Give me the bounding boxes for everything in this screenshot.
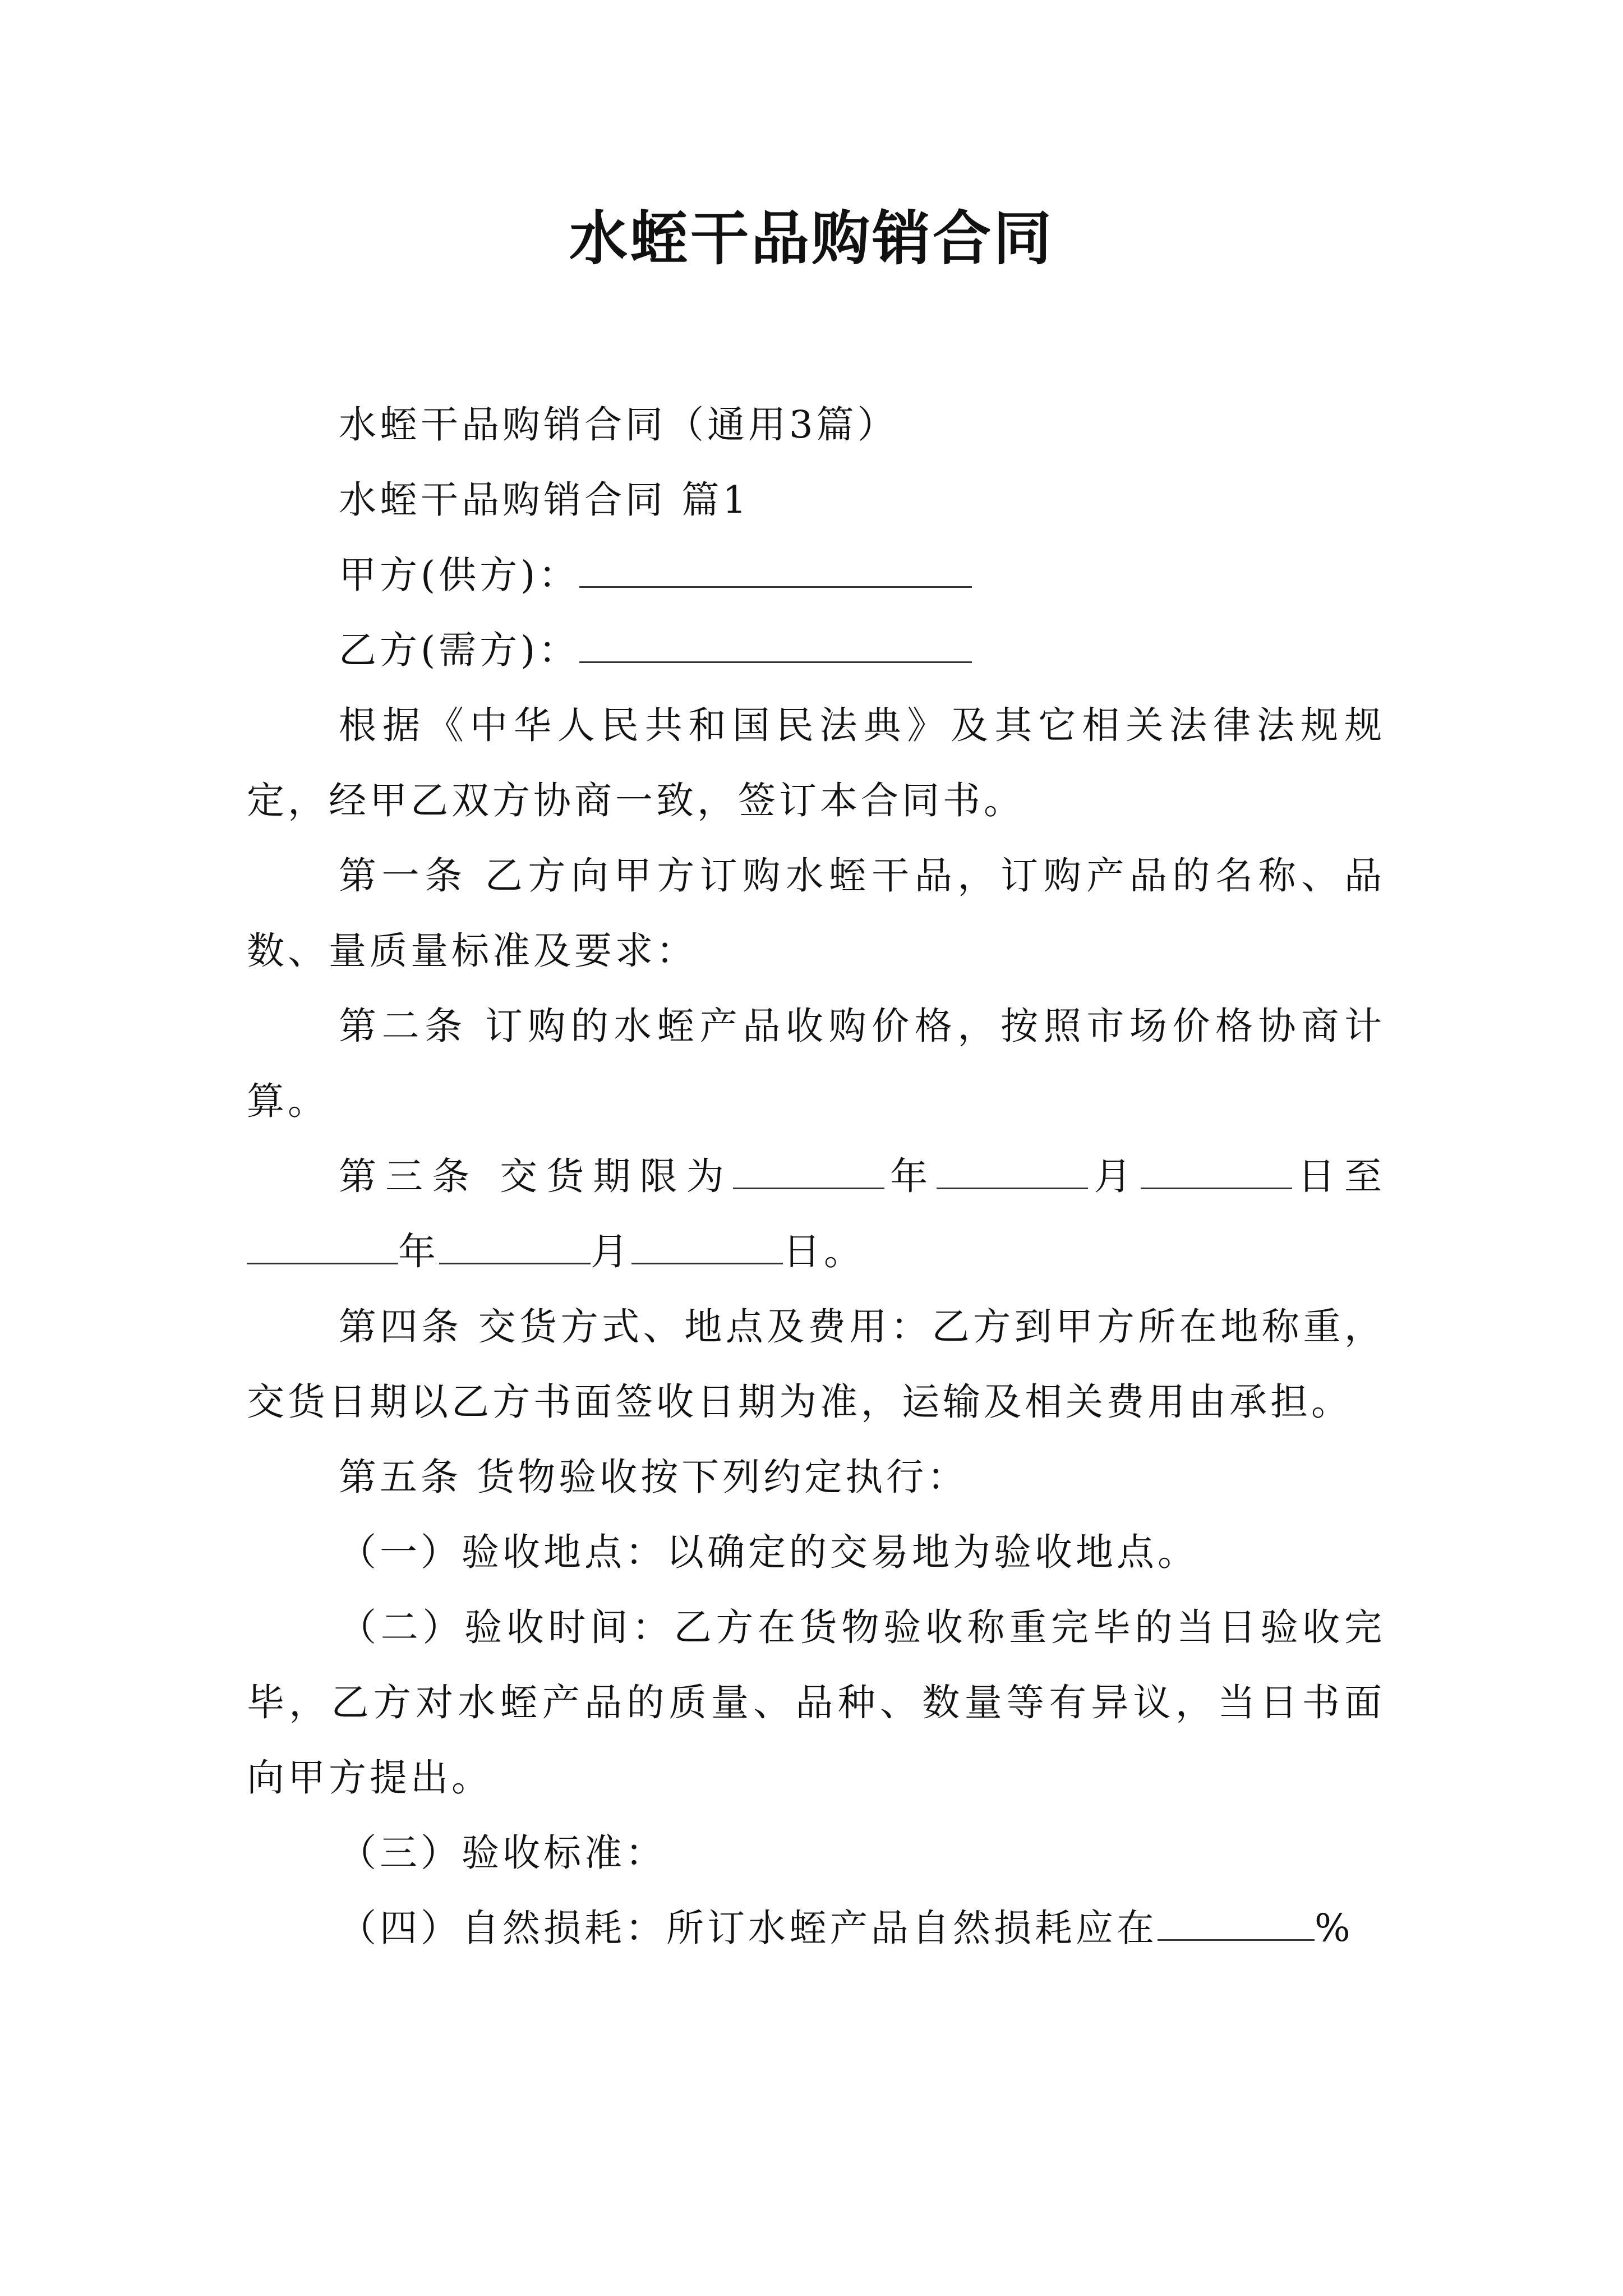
start-year-blank xyxy=(733,1149,884,1189)
item-4-prefix: （四）自然损耗：所订水蛭产品自然损耗应在 xyxy=(339,1906,1158,1950)
article-5: 第五条 货物验收按下列约定执行： xyxy=(339,1455,969,1499)
article-1: 第一条 乙方向甲方订购水蛭干品，订购产品的名称、品数、量质量标准及要求： xyxy=(247,854,1385,973)
month-label: 月 xyxy=(1088,1154,1141,1198)
year-label-2: 年 xyxy=(398,1230,439,1273)
article-2: 第二条 订购的水蛭产品收购价格，按照市场价格协商计算。 xyxy=(247,1004,1385,1123)
year-label: 年 xyxy=(884,1154,937,1198)
day-to-label: 日至 xyxy=(1292,1154,1386,1198)
party-b-line xyxy=(247,613,1385,688)
item-2: （二）验收时间：乙方在货物验收称重完毕的当日验收完毕，乙方对水蛭产品的质量、品种、数量等有异议，当日书面向甲方提出。 xyxy=(247,1605,1385,1800)
party-a-line xyxy=(247,537,1385,613)
document-body xyxy=(247,387,1385,1966)
end-day-blank xyxy=(631,1225,783,1264)
party-b-blank xyxy=(579,623,972,663)
article-3 xyxy=(247,1139,1385,1289)
part-heading: 水蛭干品购销合同 篇1 xyxy=(339,478,750,522)
document-title: 水蛭干品购销合同 xyxy=(569,204,1054,273)
party-b-label: 乙方(需方)： xyxy=(339,628,580,672)
start-month-blank xyxy=(937,1149,1088,1189)
end-month-blank xyxy=(439,1225,591,1264)
item-3: （三）验收标准： xyxy=(339,1831,666,1875)
loss-percent-blank xyxy=(1158,1901,1315,1941)
party-a-blank xyxy=(579,548,972,588)
subtitle-line: 水蛭干品购销合同（通用3篇） xyxy=(339,403,898,447)
intro-paragraph: 根据《中华人民共和国民法典》及其它相关法律法规规定，经甲乙双方协商一致，签订本合同书。 xyxy=(247,703,1385,822)
end-year-blank xyxy=(247,1225,398,1264)
start-day-blank xyxy=(1141,1149,1292,1189)
item-1: （一）验收地点：以确定的交易地为验收地点。 xyxy=(339,1530,1198,1574)
day-end-label: 日。 xyxy=(783,1230,865,1273)
percent-sign: % xyxy=(1315,1906,1354,1950)
article-4: 第四条 交货方式、地点及费用：乙方到甲方所在地称重，交货日期以乙方书面签收日期为准，运输及相关费用由承担。 xyxy=(247,1305,1385,1424)
article-3-prefix: 第三条 交货期限为 xyxy=(339,1154,733,1198)
month-label-2: 月 xyxy=(591,1230,631,1273)
item-4 xyxy=(247,1890,1385,1966)
party-a-label: 甲方(供方)： xyxy=(339,553,580,597)
